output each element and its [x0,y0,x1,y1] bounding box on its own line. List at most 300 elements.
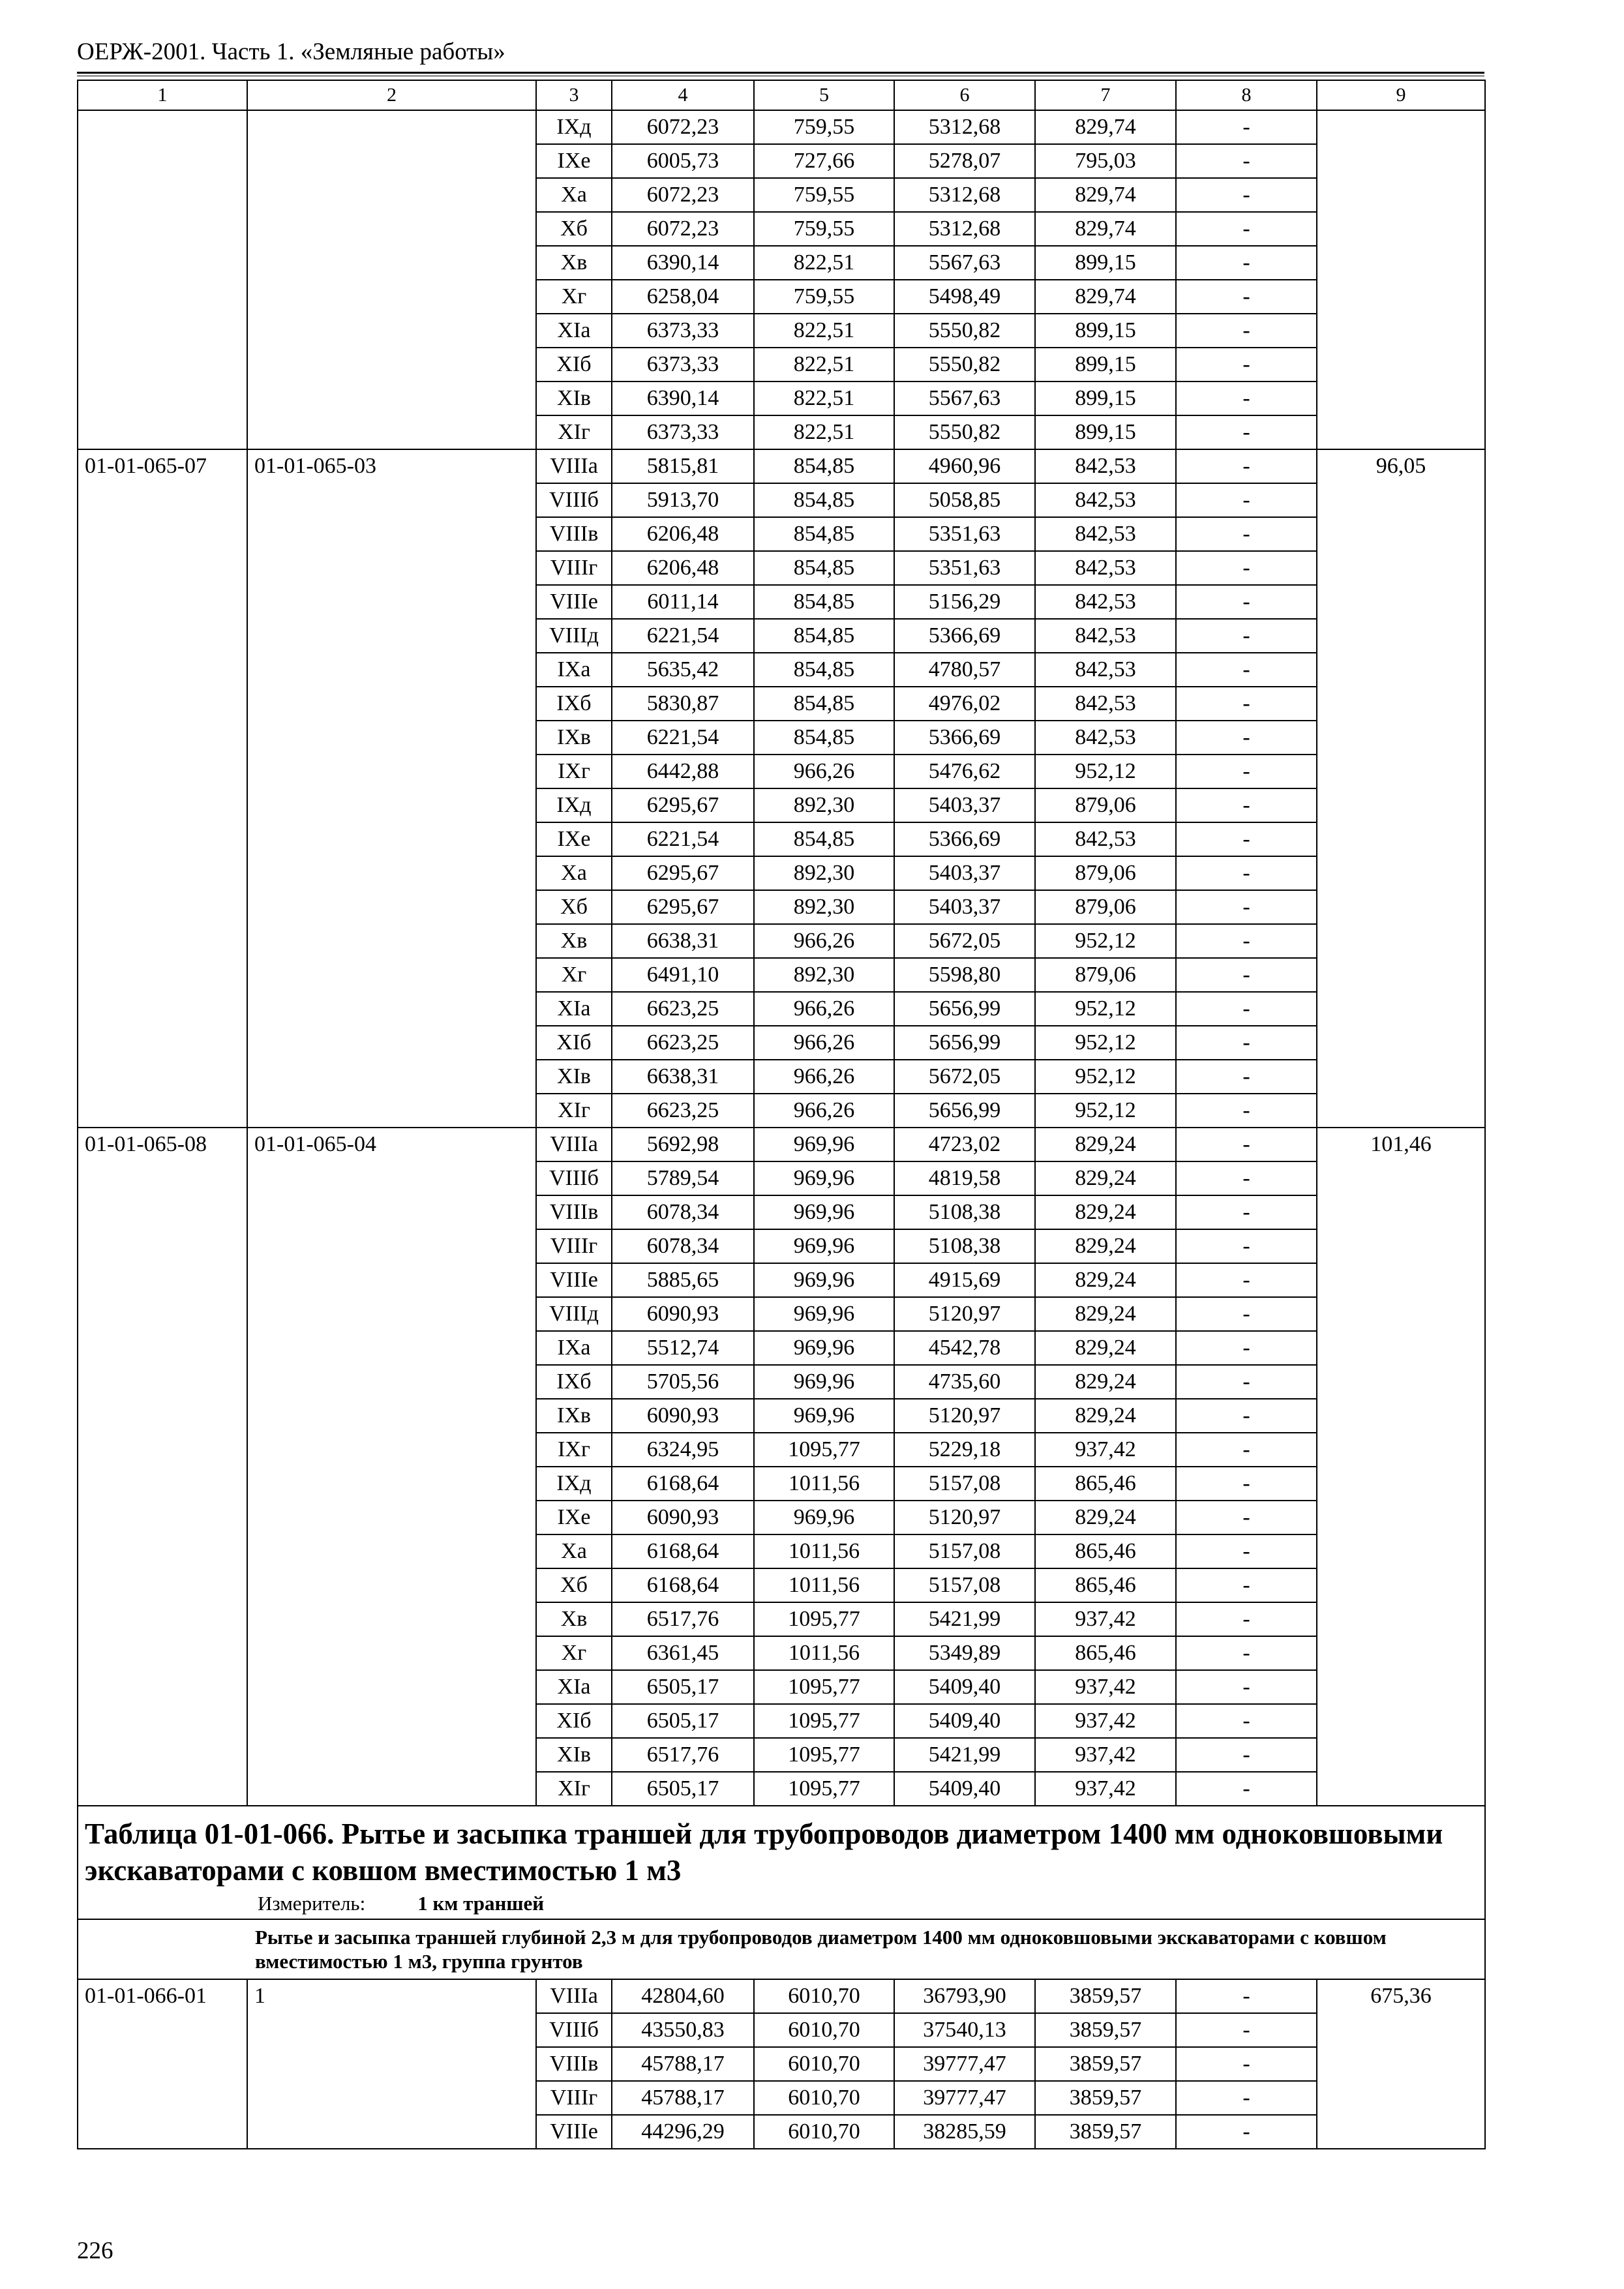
table-cell: 5366,69 [894,721,1035,755]
table-cell: - [1176,483,1317,517]
reference-code: 01-01-065-03 [247,449,536,1128]
table-cell: - [1176,1704,1317,1738]
table-cell: VIIIд [536,619,612,653]
table-cell: 5656,99 [894,992,1035,1026]
table-cell: 952,12 [1035,1094,1176,1128]
table-cell: 842,53 [1035,585,1176,619]
table-cell: 1095,77 [754,1738,894,1772]
table-cell: 952,12 [1035,1060,1176,1094]
table-cell: 865,46 [1035,1467,1176,1501]
table-cell: - [1176,1568,1317,1602]
table-cell: 899,15 [1035,382,1176,415]
rate-code [78,110,247,449]
table-cell: 854,85 [754,517,894,551]
table-cell: - [1176,1128,1317,1161]
table-cell: 4960,96 [894,449,1035,483]
table-cell: 39777,47 [894,2047,1035,2081]
table-cell: - [1176,178,1317,212]
table-cell: 45788,17 [612,2047,754,2081]
table-cell: 5512,74 [612,1331,754,1365]
table-cell: 6638,31 [612,924,754,958]
table-cell: 829,24 [1035,1331,1176,1365]
table-cell: 952,12 [1035,992,1176,1026]
table-cell: 4780,57 [894,653,1035,687]
table-cell: 879,06 [1035,856,1176,890]
table-cell: 5498,49 [894,280,1035,314]
table-cell: 842,53 [1035,551,1176,585]
table-cell: - [1176,280,1317,314]
table-cell: 5830,87 [612,687,754,721]
table-cell: - [1176,890,1317,924]
header-rule [77,72,1484,74]
table-cell: 1095,77 [754,1602,894,1636]
table-cell: 5312,68 [894,110,1035,144]
table-cell: 6168,64 [612,1467,754,1501]
table-cell: 899,15 [1035,314,1176,348]
table-cell: 966,26 [754,924,894,958]
table-cell: 5120,97 [894,1501,1035,1534]
table-cell: 842,53 [1035,449,1176,483]
table-cell: 5157,08 [894,1568,1035,1602]
table-cell: Xв [536,246,612,280]
table-cell: 3859,57 [1035,2013,1176,2047]
table-cell: 899,15 [1035,348,1176,382]
table-cell: 829,24 [1035,1263,1176,1297]
table-cell: IXв [536,721,612,755]
table-cell: 43550,83 [612,2013,754,2047]
table-cell: 969,96 [754,1161,894,1195]
table-cell: 5656,99 [894,1026,1035,1060]
table-cell: 829,74 [1035,280,1176,314]
table-title-row [78,1806,1485,1919]
table-cell: 6623,25 [612,1094,754,1128]
table-cell: XIб [536,348,612,382]
table-cell: VIIIг [536,2081,612,2115]
table-cell: - [1176,1331,1317,1365]
rate-code: 01-01-066-01 [78,1979,247,2149]
table-cell: 842,53 [1035,721,1176,755]
table-cell: - [1176,1365,1317,1399]
table-cell: 5403,37 [894,788,1035,822]
table-cell: - [1176,1979,1317,2013]
table-cell: VIIIв [536,517,612,551]
table-cell: IXд [536,110,612,144]
table-cell: 6361,45 [612,1636,754,1670]
table-cell: Xб [536,212,612,246]
table-cell: IXб [536,687,612,721]
table-cell: 6010,70 [754,1979,894,2013]
table-cell: 854,85 [754,653,894,687]
table-cell: 6638,31 [612,1060,754,1094]
table-cell: - [1176,1026,1317,1060]
table-cell: 6505,17 [612,1772,754,1806]
table-cell: 6078,34 [612,1229,754,1263]
table-cell: VIIIв [536,1195,612,1229]
table-cell: Xв [536,924,612,958]
table-cell: 4735,60 [894,1365,1035,1399]
table-cell: 6295,67 [612,890,754,924]
table-cell: - [1176,1229,1317,1263]
table-cell: IXд [536,788,612,822]
table-cell: 969,96 [754,1297,894,1331]
measure-label: Измеритель: [258,1891,366,1915]
table-cell: - [1176,788,1317,822]
table-cell: Xб [536,890,612,924]
table-cell: - [1176,1195,1317,1229]
table-cell: 829,24 [1035,1501,1176,1534]
table-cell: IXе [536,822,612,856]
table-cell: - [1176,110,1317,144]
table-cell: - [1176,382,1317,415]
table-cell: - [1176,449,1317,483]
description-row [78,1919,1485,1979]
table-cell: 854,85 [754,721,894,755]
table-cell: IXг [536,1433,612,1467]
column-9-value: 101,46 [1317,1128,1485,1806]
column-9-value: 675,36 [1317,1979,1485,2149]
table-cell: 5366,69 [894,822,1035,856]
table-cell: IXе [536,144,612,178]
table-cell: 6258,04 [612,280,754,314]
column-header: 9 [1317,80,1485,110]
table-cell: XIв [536,1738,612,1772]
table-cell: XIг [536,415,612,449]
table-cell: VIIIб [536,483,612,517]
table-cell: VIIIа [536,1979,612,2013]
table-cell: 5157,08 [894,1467,1035,1501]
table-cell: 42804,60 [612,1979,754,2013]
table-cell: - [1176,992,1317,1026]
table-cell: 5913,70 [612,483,754,517]
table-cell: 6390,14 [612,246,754,280]
column-header-row [78,80,1485,110]
column-header: 7 [1035,80,1176,110]
table-cell: 892,30 [754,788,894,822]
table-cell: 5815,81 [612,449,754,483]
table-cell: 5278,07 [894,144,1035,178]
table-cell: 854,85 [754,483,894,517]
table-cell: VIIIд [536,1297,612,1331]
table-cell: 3859,57 [1035,1979,1176,2013]
table-cell: 5789,54 [612,1161,754,1195]
table-cell: 6072,23 [612,110,754,144]
table-cell: 5120,97 [894,1399,1035,1433]
table-cell: 6010,70 [754,2115,894,2149]
table-cell: 899,15 [1035,246,1176,280]
table-cell: 6390,14 [612,382,754,415]
column-header: 5 [754,80,894,110]
table-cell: - [1176,822,1317,856]
table-cell: - [1176,755,1317,788]
table-cell: 6221,54 [612,721,754,755]
table-cell: 5656,99 [894,1094,1035,1128]
table-cell: 3859,57 [1035,2081,1176,2115]
table-cell: 879,06 [1035,788,1176,822]
table-cell: 759,55 [754,110,894,144]
table-cell: Xв [536,1602,612,1636]
table-cell: 842,53 [1035,619,1176,653]
table-cell: 6491,10 [612,958,754,992]
table-cell: 5635,42 [612,653,754,687]
table-cell: 4976,02 [894,687,1035,721]
table-cell: 5550,82 [894,348,1035,382]
table-cell: 6206,48 [612,517,754,551]
table-cell: 6623,25 [612,1026,754,1060]
table-cell: 6090,93 [612,1399,754,1433]
column-9-value: 96,05 [1317,449,1485,1128]
description: Рытье и засыпка траншей глубиной 2,3 м для трубопроводов диаметром 1400 мм одноковшовыми экскаваторами с ковшом вместимостью 1 м3, группа грунтов [78,1919,1485,1979]
table-cell: 6373,33 [612,415,754,449]
table-cell: 937,42 [1035,1772,1176,1806]
column-header: 4 [612,80,754,110]
table-cell: IXв [536,1399,612,1433]
table-cell: 38285,59 [894,2115,1035,2149]
table-cell: XIв [536,1060,612,1094]
table-cell: 822,51 [754,348,894,382]
table-cell: 6517,76 [612,1738,754,1772]
table-cell: XIа [536,1670,612,1704]
column-header: 6 [894,80,1035,110]
table-cell: 5157,08 [894,1534,1035,1568]
column-header: 3 [536,80,612,110]
table-cell: 5312,68 [894,178,1035,212]
table-cell: 829,74 [1035,110,1176,144]
table-cell: - [1176,1433,1317,1467]
table-cell: 759,55 [754,280,894,314]
table-cell: 6295,67 [612,856,754,890]
table-cell: IXб [536,1365,612,1399]
column-header: 1 [78,80,247,110]
table-cell: 1011,56 [754,1467,894,1501]
table-cell: 822,51 [754,382,894,415]
table-cell: 6221,54 [612,822,754,856]
table-cell: 854,85 [754,687,894,721]
table-cell: 5567,63 [894,246,1035,280]
table-cell: 854,85 [754,619,894,653]
table-cell: - [1176,1094,1317,1128]
table-cell: 865,46 [1035,1636,1176,1670]
table-cell: 969,96 [754,1365,894,1399]
table-cell: 952,12 [1035,755,1176,788]
table-cell: 829,24 [1035,1399,1176,1433]
table-cell: - [1176,856,1317,890]
table-cell: 1095,77 [754,1670,894,1704]
table-cell: IXа [536,1331,612,1365]
table-cell: 39777,47 [894,2081,1035,2115]
table-cell: 6090,93 [612,1297,754,1331]
table-title-cell [78,1806,1485,1919]
table-cell: 937,42 [1035,1738,1176,1772]
table-row [78,449,1485,483]
table-cell: 969,96 [754,1229,894,1263]
table-cell: 829,74 [1035,212,1176,246]
table-cell: 5229,18 [894,1433,1035,1467]
table-cell: 6005,73 [612,144,754,178]
table-cell: 5885,65 [612,1263,754,1297]
table-cell: 4819,58 [894,1161,1035,1195]
table-cell: 4915,69 [894,1263,1035,1297]
table-cell: - [1176,2047,1317,2081]
table-cell: XIг [536,1772,612,1806]
table-cell: - [1176,1534,1317,1568]
table-cell: - [1176,2081,1317,2115]
table-cell: IXе [536,1501,612,1534]
table-cell: 952,12 [1035,924,1176,958]
table-cell: VIIIб [536,1161,612,1195]
table-cell: 829,74 [1035,178,1176,212]
table-cell: 6221,54 [612,619,754,653]
table-cell: 892,30 [754,958,894,992]
table-cell: - [1176,1602,1317,1636]
table-cell: 969,96 [754,1331,894,1365]
table-cell: - [1176,1772,1317,1806]
reference-code: 01-01-065-04 [247,1128,536,1806]
table-row [78,110,1485,144]
table-cell: - [1176,212,1317,246]
table-cell: 5108,38 [894,1229,1035,1263]
table-cell: 6623,25 [612,992,754,1026]
reference-code: 1 [247,1979,536,2149]
table-cell: XIб [536,1026,612,1060]
table-cell: 822,51 [754,415,894,449]
table-cell: 854,85 [754,585,894,619]
table-cell: - [1176,958,1317,992]
table-cell: 727,66 [754,144,894,178]
table-cell: - [1176,415,1317,449]
table-cell: 5421,99 [894,1738,1035,1772]
table-cell: IXг [536,755,612,788]
table-cell: 829,24 [1035,1128,1176,1161]
table-cell: 37540,13 [894,2013,1035,2047]
table-cell: 842,53 [1035,483,1176,517]
table-cell: - [1176,551,1317,585]
table-cell: 6442,88 [612,755,754,788]
table-cell: - [1176,1263,1317,1297]
table-cell: 937,42 [1035,1602,1176,1636]
table-cell: 6078,34 [612,1195,754,1229]
table-cell: 6011,14 [612,585,754,619]
table-cell: 842,53 [1035,687,1176,721]
table-cell: 966,26 [754,1060,894,1094]
table-cell: 5312,68 [894,212,1035,246]
table-cell: 5476,62 [894,755,1035,788]
table-cell: 879,06 [1035,958,1176,992]
table-cell: 865,46 [1035,1534,1176,1568]
table-cell: 1011,56 [754,1534,894,1568]
table-cell: 5349,89 [894,1636,1035,1670]
table-cell: XIб [536,1704,612,1738]
table-cell: 6206,48 [612,551,754,585]
table-cell: 966,26 [754,755,894,788]
table-cell: 6324,95 [612,1433,754,1467]
table-cell: 899,15 [1035,415,1176,449]
table-cell: - [1176,721,1317,755]
table-cell: 5421,99 [894,1602,1035,1636]
table-cell: 829,24 [1035,1229,1176,1263]
table-cell: 854,85 [754,551,894,585]
table-cell: - [1176,1670,1317,1704]
table-cell: VIIIа [536,1128,612,1161]
table-cell: IXд [536,1467,612,1501]
table-cell: 5156,29 [894,585,1035,619]
table-cell: 969,96 [754,1263,894,1297]
table-cell: - [1176,1467,1317,1501]
measure [85,1893,1478,1913]
table-cell: 966,26 [754,992,894,1026]
rate-code: 01-01-065-07 [78,449,247,1128]
table-cell: 822,51 [754,314,894,348]
table-cell: 5403,37 [894,856,1035,890]
table-cell: 969,96 [754,1128,894,1161]
reference-code [247,110,536,449]
table-cell: 6072,23 [612,178,754,212]
table-cell: 5409,40 [894,1670,1035,1704]
table-cell: XIа [536,314,612,348]
table-cell: 969,96 [754,1195,894,1229]
table-cell: 5550,82 [894,314,1035,348]
table-cell: - [1176,2115,1317,2149]
table-cell: 937,42 [1035,1433,1176,1467]
table-cell: VIIIг [536,1229,612,1263]
table-cell: 937,42 [1035,1704,1176,1738]
table-cell: 5120,97 [894,1297,1035,1331]
table-cell: 6373,33 [612,314,754,348]
table-cell: 36793,90 [894,1979,1035,2013]
table-cell: 1011,56 [754,1568,894,1602]
table-cell: 5351,63 [894,551,1035,585]
table-cell: VIIIа [536,449,612,483]
table-cell: Xа [536,1534,612,1568]
table-title: Таблица 01-01-066. Рытье и засыпка траншей для трубопроводов диаметром 1400 мм одноковшовыми экскаваторами с ковшом вместимостью 1 м3 [85,1818,1443,1887]
table-cell: 3859,57 [1035,2047,1176,2081]
table-cell: 842,53 [1035,822,1176,856]
table-cell: 879,06 [1035,890,1176,924]
table-cell: 6505,17 [612,1704,754,1738]
table-cell: 4723,02 [894,1128,1035,1161]
table-cell: Xа [536,178,612,212]
table-cell: 842,53 [1035,517,1176,551]
page-header: ОЕРЖ-2001. Часть 1. «Земляные работы» [77,38,505,65]
table-cell: - [1176,517,1317,551]
table-cell: 5351,63 [894,517,1035,551]
table-cell: 829,24 [1035,1195,1176,1229]
table-cell: 5692,98 [612,1128,754,1161]
table-cell: IXа [536,653,612,687]
rates-table [77,80,1486,2149]
table-cell: 6010,70 [754,2081,894,2115]
table-cell: - [1176,2013,1317,2047]
table-cell: - [1176,653,1317,687]
column-header: 2 [247,80,536,110]
table-cell: 969,96 [754,1501,894,1534]
table-cell: 1011,56 [754,1636,894,1670]
table-cell: - [1176,1060,1317,1094]
table-cell: 5598,80 [894,958,1035,992]
table-cell: 966,26 [754,1094,894,1128]
table-cell: 44296,29 [612,2115,754,2149]
table-cell: 952,12 [1035,1026,1176,1060]
table-body [78,80,1485,2149]
table-cell: 5705,56 [612,1365,754,1399]
table-cell: 45788,17 [612,2081,754,2115]
table-row [78,1128,1485,1161]
table-cell: Xа [536,856,612,890]
table-cell: 5366,69 [894,619,1035,653]
table-cell: 892,30 [754,890,894,924]
table-cell: - [1176,348,1317,382]
table-cell: 854,85 [754,822,894,856]
table-cell: VIIIб [536,2013,612,2047]
